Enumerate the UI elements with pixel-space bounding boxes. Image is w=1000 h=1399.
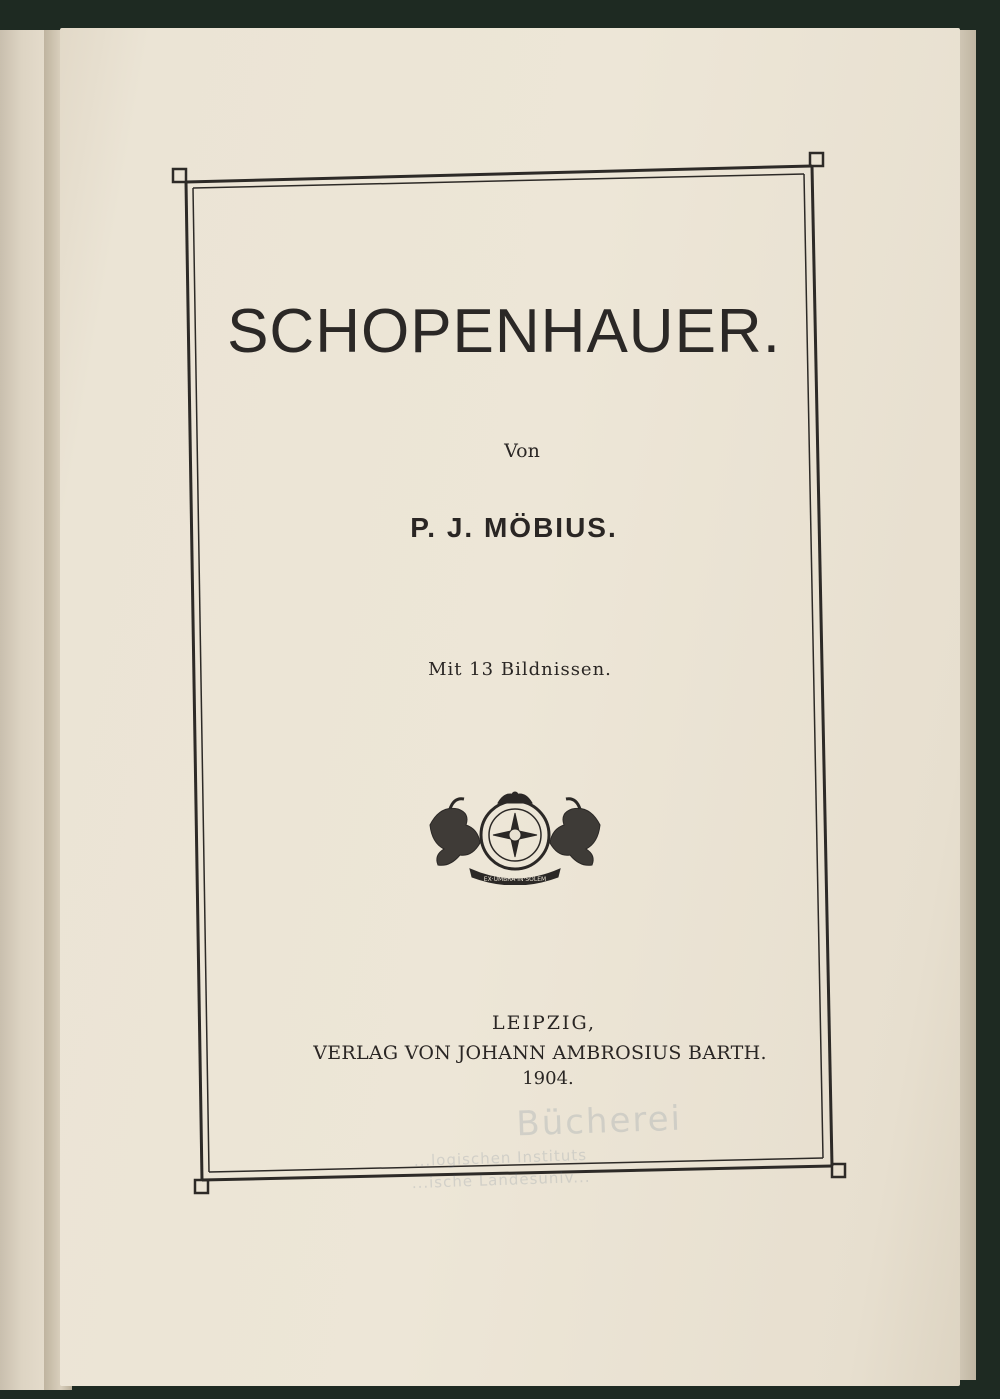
subtitle: Mit 13 Bildnissen.	[428, 659, 612, 680]
library-stamp	[289, 1098, 712, 1197]
book-title: SCHOPENHAUER.	[227, 297, 781, 366]
publisher-name: VERLAG VON JOHANN AMBROSIUS BARTH.	[313, 1042, 767, 1064]
publication-place: LEIPZIG,	[491, 1012, 597, 1034]
stamp-line-1: Bücherei	[515, 1098, 683, 1145]
stamp-line-3: ...ische Landesuniv...	[411, 1167, 591, 1193]
emblem-motto: EX·UMBRA·IN·SOLEM	[483, 876, 547, 883]
publication-year: 1904.	[522, 1068, 574, 1089]
publisher-emblem-icon	[420, 785, 610, 885]
by-line: Von	[504, 440, 540, 462]
author-name: P. J. MÖBIUS.	[410, 512, 618, 543]
stamp-line-2: ...logischen Instituts	[413, 1145, 588, 1171]
